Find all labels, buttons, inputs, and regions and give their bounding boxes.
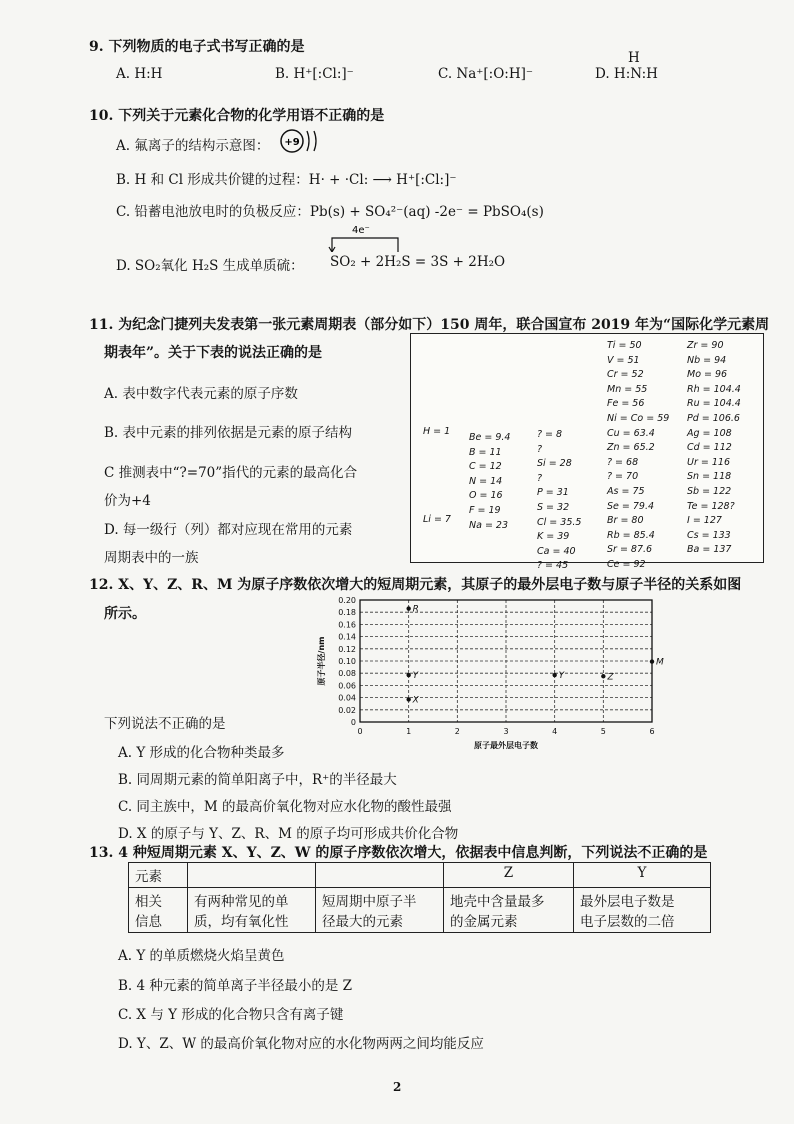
table-cell: H = 1 xyxy=(423,426,451,437)
table-cell: B = 11 xyxy=(469,446,502,458)
table-cell: Ru = 104.4 xyxy=(687,398,741,410)
y-tick-label: 0.18 xyxy=(338,608,356,618)
x-tick-label: 0 xyxy=(357,727,363,736)
table-cell: Zr = 90 xyxy=(687,340,724,351)
table-cell: Sn = 118 xyxy=(687,471,732,483)
table-cell: Te = 128? xyxy=(687,500,735,512)
data-point-label: Y xyxy=(558,671,565,682)
table-cell: C = 12 xyxy=(469,461,502,473)
y-tick-label: 0.20 xyxy=(338,596,356,605)
y-tick-label: 0.04 xyxy=(338,693,356,703)
q11-option-a: A. 表中数字代表元素的原子序数 xyxy=(104,386,298,402)
q11-option-c-cont: 价为+4 xyxy=(104,493,151,509)
x-tick-label: 2 xyxy=(454,727,460,736)
q12-prompt: 下列说法不正确的是 xyxy=(104,716,226,732)
table-cell: N = 14 xyxy=(469,475,503,487)
table-cell: ? = 8 xyxy=(537,429,563,440)
table-cell: V = 51 xyxy=(607,354,640,366)
table-cell: ? = 68 xyxy=(607,456,639,468)
q11-stem-line2: 期表年”。关于下表的说法正确的是 xyxy=(104,345,323,361)
table-header-cell: Y xyxy=(574,863,711,888)
table-cell: Sr = 87.6 xyxy=(607,544,653,556)
table-cell: O = 16 xyxy=(469,490,503,502)
q9-option-a: A. H:H xyxy=(116,66,163,82)
q10-option-a: A. 氟离子的结构示意图： xyxy=(116,138,270,154)
table-cell: Sb = 122 xyxy=(687,486,732,497)
q13-option-b: B. 4 种元素的简单离子半径最小的是 Z xyxy=(118,978,353,994)
table-cell: As = 75 xyxy=(607,486,645,497)
table-row xyxy=(129,888,711,933)
table-cell: Rh = 104.4 xyxy=(687,383,741,395)
data-point-label: Y xyxy=(412,671,419,682)
table-cell: I = 127 xyxy=(687,515,722,527)
table-cell: K = 39 xyxy=(537,531,570,543)
table-cell: S = 32 xyxy=(537,502,570,513)
table-cell: Rb = 85.4 xyxy=(607,529,655,541)
table-cell: Cl = 35.5 xyxy=(537,516,582,528)
data-point xyxy=(650,659,654,663)
x-tick-label: 3 xyxy=(503,727,509,736)
table-cell: 短周期中原子半 径最大的元素 xyxy=(316,888,444,933)
x-tick-label: 5 xyxy=(600,727,606,736)
y-tick-label: 0.12 xyxy=(338,644,356,654)
radius-chart xyxy=(310,588,670,758)
x-tick-label: 4 xyxy=(552,727,558,736)
table-header-cell xyxy=(188,863,316,888)
y-tick-label: 0.08 xyxy=(338,669,356,679)
table-cell: Cu = 63.4 xyxy=(607,427,655,439)
q10-option-d-equation: SO₂ + 2H₂S = 3S + 2H₂O xyxy=(330,254,506,270)
data-point xyxy=(406,697,410,701)
table-cell: Cr = 52 xyxy=(607,369,644,381)
table-header-cell: Z xyxy=(444,863,574,888)
x-axis-label: 原子最外层电子数 xyxy=(474,741,538,750)
table-cell: Ag = 108 xyxy=(687,427,732,439)
electron-transfer-label: 4e⁻ xyxy=(352,225,370,236)
table-cell: 相关 信息 xyxy=(129,888,188,933)
table-cell: Nb = 94 xyxy=(687,354,727,366)
data-point-label: M xyxy=(656,657,664,668)
data-point-label: R xyxy=(412,604,419,615)
table-cell: Br = 80 xyxy=(607,515,644,527)
electron-transfer-arrow xyxy=(328,222,408,252)
table-cell: Mn = 55 xyxy=(607,383,648,395)
q9-option-d: D. H:N:H xyxy=(595,66,658,82)
q10-stem: 10. 下列关于元素化合物的化学用语不正确的是 xyxy=(89,108,385,124)
data-point-label: Z xyxy=(607,672,614,683)
q9-stem: 9. 下列物质的电子式书写正确的是 xyxy=(89,39,305,55)
table-cell: Ba = 137 xyxy=(687,544,732,556)
q10-option-b: B. H 和 Cl 形成共价键的过程：H· + ·Cl: ⟶ H⁺[:Cl:]⁻ xyxy=(116,172,457,188)
q13-table xyxy=(128,862,711,933)
x-tick-label: 1 xyxy=(406,727,412,736)
y-tick-label: 0.14 xyxy=(338,632,356,642)
table-cell: P = 31 xyxy=(537,487,569,499)
table-cell: Fe = 56 xyxy=(607,398,645,410)
data-point xyxy=(552,673,556,677)
table-cell: Si = 28 xyxy=(537,458,572,470)
table-cell: Be = 9.4 xyxy=(469,432,511,443)
q10-option-c: C. 铅蓄电池放电时的负极反应：Pb(s) + SO₄²⁻(aq) -2e⁻ = PbSO₄(s) xyxy=(116,204,544,220)
x-tick-label: 6 xyxy=(649,727,655,736)
y-axis-label: 原子半径/nm xyxy=(317,636,326,686)
q13-stem: 13. 4 种短周期元素 X、Y、Z、W 的原子序数依次增大，依据表中信息判断，下列说法不正确的是 xyxy=(89,845,708,861)
data-point xyxy=(406,673,410,677)
q11-option-c: C 推测表中“?=70”指代的元素的最高化合 xyxy=(104,465,358,481)
q12-stem-line1: 12. X、Y、Z、R、M 为原子序数依次增大的短周期元素，其原子的最外层电子数与原子半径的关系如图 xyxy=(89,577,742,593)
y-tick-label: 0.02 xyxy=(338,705,356,715)
mendeleev-table xyxy=(410,333,764,572)
table-cell: Mo = 96 xyxy=(687,369,728,381)
q12-option-d: D. X 的原子与 Y、Z、R、M 的原子均可形成共价化合物 xyxy=(118,826,459,842)
table-header-cell: 元素 xyxy=(129,863,188,888)
q13-option-d: D. Y、Z、W 的最高价氧化物对应的水化物两两之间均能反应 xyxy=(118,1036,484,1052)
y-tick-label: 0 xyxy=(350,718,356,727)
y-tick-label: 0.16 xyxy=(338,620,356,630)
y-tick-label: 0.10 xyxy=(338,657,356,666)
q13-option-a: A. Y 的单质燃烧火焰呈黄色 xyxy=(118,948,285,964)
table-cell: Ti = 50 xyxy=(607,340,642,351)
table-cell: 有两种常见的单 质，均有氧化性 xyxy=(188,888,316,933)
y-tick-label: 0.06 xyxy=(338,681,356,691)
page-number: 2 xyxy=(393,1080,402,1094)
table-header-row xyxy=(129,863,711,888)
table-cell: ? = 45 xyxy=(537,560,569,572)
q12-stem-line2: 所示。 xyxy=(104,606,146,622)
table-cell: Cs = 133 xyxy=(687,529,731,541)
table-cell: Zn = 65.2 xyxy=(607,442,655,454)
table-cell: Ur = 116 xyxy=(687,456,730,468)
table-cell: Li = 7 xyxy=(423,514,451,525)
data-point xyxy=(406,606,410,610)
q11-option-d-cont: 周期表中的一族 xyxy=(104,550,199,566)
table-cell: 最外层电子数是 电子层数的二倍 xyxy=(574,888,711,933)
q13-option-c: C. X 与 Y 形成的化合物只含有离子键 xyxy=(118,1007,344,1023)
q11-option-d: D. 每一级行（列）都对应现在常用的元素 xyxy=(104,522,353,538)
q10-option-d: D. SO₂氧化 H₂S 生成单质硫： xyxy=(116,258,304,274)
table-cell: Na = 23 xyxy=(469,519,509,531)
fluoride-ion-diagram xyxy=(276,126,332,156)
table-cell: ? = 70 xyxy=(607,471,639,483)
table-cell: Se = 79.4 xyxy=(607,500,655,512)
table-cell: 地壳中含量最多 的金属元素 xyxy=(444,888,574,933)
fluoride-nucleus-label: +9 xyxy=(284,137,300,148)
q9-option-d-top: H xyxy=(628,50,640,66)
table-cell: F = 19 xyxy=(469,505,501,516)
table-cell: Ce = 92 xyxy=(607,559,646,570)
q11-option-b: B. 表中元素的排列依据是元素的原子结构 xyxy=(104,425,353,441)
q12-option-b: B. 同周期元素的简单阳离子中，R⁺的半径最大 xyxy=(118,772,397,788)
q9-option-b: B. H⁺[:Cl:]⁻ xyxy=(275,66,354,82)
q11-stem-line1: 11. 为纪念门捷列夫发表第一张元素周期表（部分如下）150 周年，联合国宣布 2019 年为“国际化学元素周 xyxy=(89,317,770,333)
q9-option-c: C. Na⁺[:O:H]⁻ xyxy=(438,66,534,82)
table-cell: Ni = Co = 59 xyxy=(607,413,670,424)
data-point xyxy=(601,674,605,678)
table-cell: Ca = 40 xyxy=(537,545,576,557)
q12-option-c: C. 同主族中，M 的最高价氧化物对应水化物的酸性最强 xyxy=(118,799,452,815)
table-header-cell xyxy=(316,863,444,888)
table-cell: ? xyxy=(537,443,543,455)
table-cell: Cd = 112 xyxy=(687,442,732,454)
table-cell: ? xyxy=(537,472,543,484)
q12-option-a: A. Y 形成的化合物种类最多 xyxy=(118,745,285,761)
table-cell: Pd = 106.6 xyxy=(687,413,740,424)
data-point-label: X xyxy=(412,695,419,706)
